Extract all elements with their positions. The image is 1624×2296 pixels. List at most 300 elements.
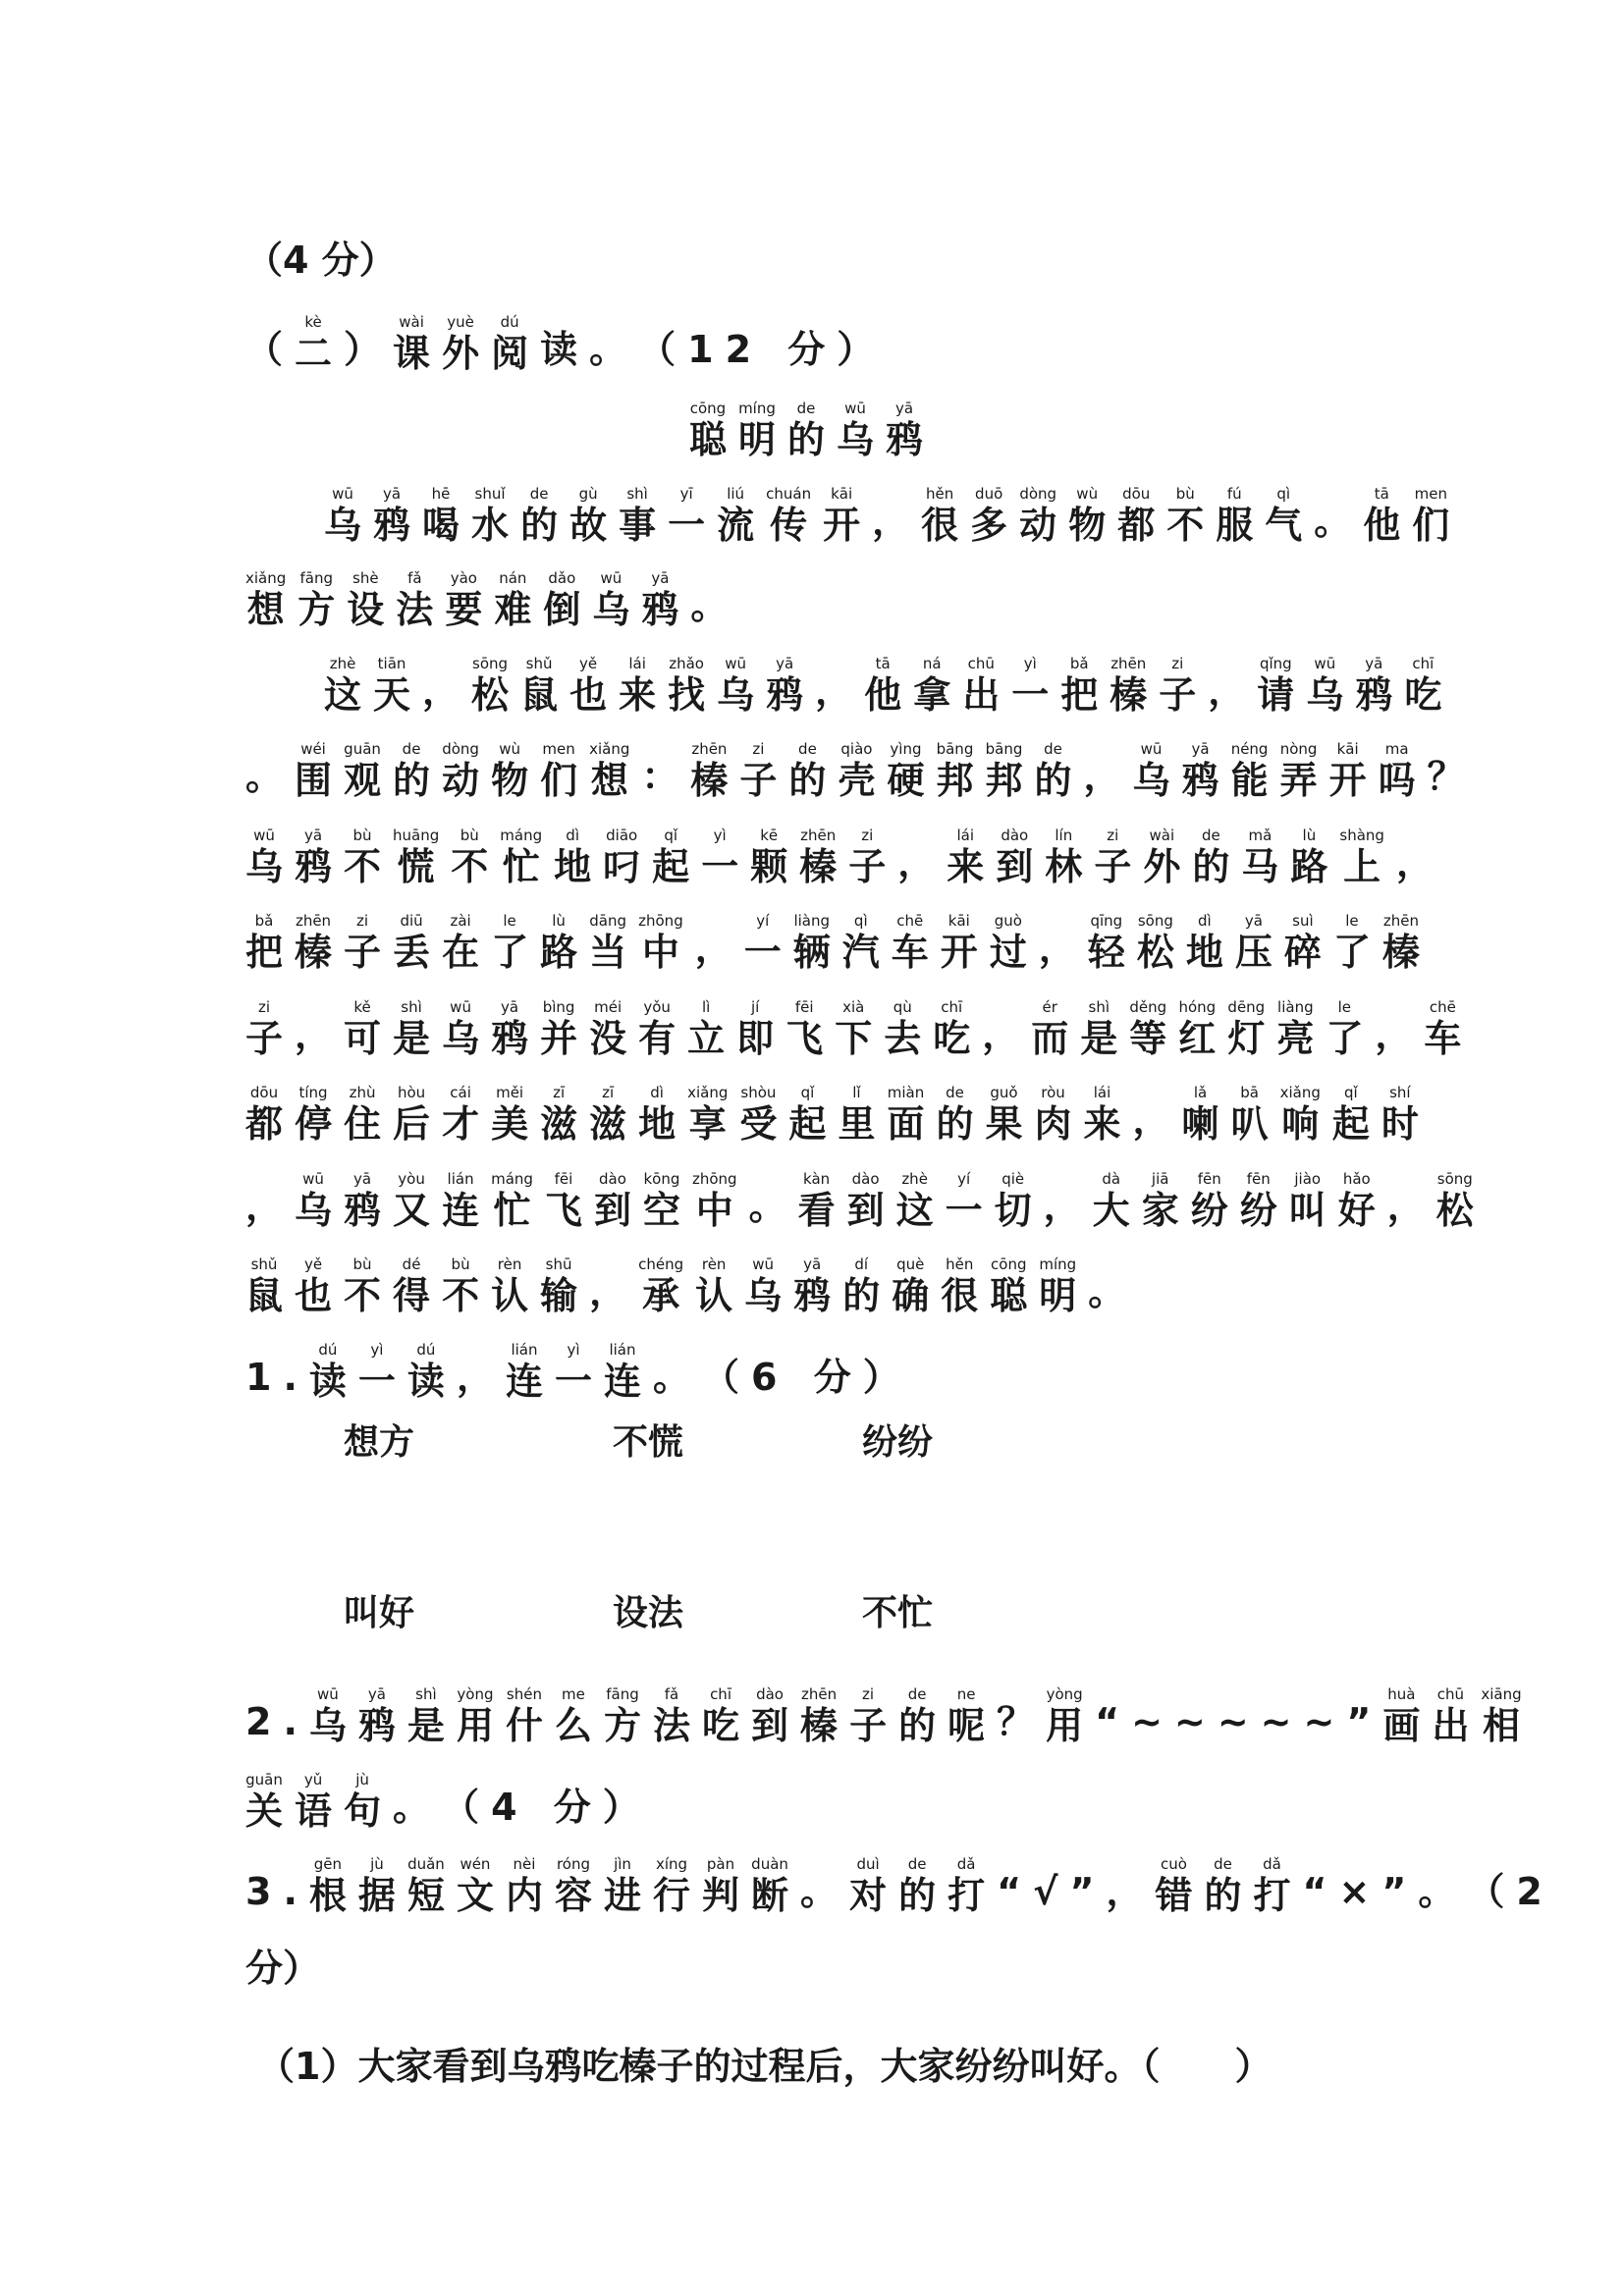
hanzi-with-pinyin: yìng 硬 — [887, 740, 925, 802]
hanzi-with-pinyin: nán 难 — [494, 569, 532, 631]
pinyin: tā — [1374, 485, 1389, 503]
pinyin: fāng — [606, 1685, 639, 1703]
pinyin: néng — [1230, 740, 1269, 758]
punctuation: 2 — [725, 328, 752, 371]
hanzi-with-pinyin: dì 地 — [554, 827, 592, 888]
hanzi-with-pinyin: fēi 飞 — [785, 998, 824, 1060]
punctuation: （ — [245, 328, 284, 371]
pinyin: qǐ — [664, 827, 678, 844]
pinyin: lǎ — [1193, 1084, 1208, 1101]
punctuation: ， — [456, 1356, 494, 1399]
pinyin: duǎn — [407, 1855, 445, 1873]
punctuation: ， — [815, 669, 853, 713]
hanzi-with-pinyin: dǎo 倒 — [543, 569, 581, 631]
hanzi-with-pinyin: zi 子 — [344, 912, 382, 974]
pinyin: shì — [401, 998, 422, 1016]
hanzi-with-pinyin: zhēn 榛 — [800, 1685, 839, 1747]
hanzi-with-pinyin: dāng 当 — [589, 912, 627, 974]
hanzi-with-pinyin: le 了 — [1326, 998, 1364, 1060]
pinyin: jù — [370, 1855, 384, 1873]
hanzi-with-pinyin: yě 也 — [295, 1255, 333, 1317]
pinyin: dòng — [442, 740, 479, 758]
pinyin: yā — [1244, 912, 1263, 930]
hanzi-with-pinyin: wū 乌 — [1132, 740, 1170, 802]
pinyin: le — [1345, 912, 1359, 930]
pinyin: ma — [1384, 740, 1409, 758]
hanzi-with-pinyin: zī 滋 — [540, 1084, 578, 1146]
pinyin: dú — [500, 313, 519, 331]
punctuation: ， — [982, 1013, 1020, 1056]
pinyin: kè — [304, 313, 322, 331]
pinyin: fú — [1226, 485, 1242, 503]
pinyin: de — [1044, 740, 1062, 758]
pinyin: cái — [450, 1084, 471, 1101]
hanzi-with-pinyin: zī 滋 — [589, 1084, 627, 1146]
punctuation: 2 — [245, 1700, 272, 1743]
hanzi-with-pinyin: 分 — [787, 328, 826, 371]
hanzi-with-pinyin: fāng 方 — [298, 569, 336, 631]
punctuation: ， — [1375, 1013, 1413, 1056]
hanzi-with-pinyin: chī 吃 — [933, 998, 971, 1060]
pinyin: zhēn — [295, 912, 332, 930]
punctuation: ） — [344, 328, 382, 371]
pinyin: bù — [352, 1255, 372, 1273]
hanzi-with-pinyin: zi 子 — [849, 1685, 888, 1747]
hanzi-with-pinyin: yì 一 — [1011, 655, 1050, 717]
punctuation: ， — [1386, 1185, 1425, 1228]
pinyin: zhè — [329, 655, 356, 672]
hanzi-with-pinyin: fǎ 法 — [396, 569, 434, 631]
hanzi-with-pinyin: míng 明 — [737, 400, 776, 461]
hanzi-with-pinyin: chū 出 — [962, 655, 1001, 717]
hanzi-with-pinyin: pàn 判 — [702, 1855, 740, 1917]
punctuation: “ — [997, 1870, 1022, 1913]
pinyin: guǒ — [990, 1084, 1018, 1101]
hanzi-with-pinyin: dí 的 — [842, 1255, 881, 1317]
pinyin: de — [1214, 1855, 1232, 1873]
pinyin: wài — [399, 313, 424, 331]
hanzi-with-pinyin: dào 到 — [751, 1685, 789, 1747]
hanzi-with-pinyin: dú 读 — [308, 1341, 347, 1403]
pinyin: chī — [1412, 655, 1435, 672]
hanzi-with-pinyin: shǔ 鼠 — [520, 655, 559, 717]
hanzi-with-pinyin: yì 一 — [554, 1341, 592, 1403]
hanzi-with-pinyin: chī 吃 — [1404, 655, 1442, 717]
pinyin: de — [946, 1084, 964, 1101]
punctuation: ， — [1208, 669, 1246, 713]
pinyin: yā — [501, 998, 519, 1016]
pinyin: wū — [450, 998, 471, 1016]
hanzi-with-pinyin: shòu 受 — [739, 1084, 778, 1146]
pinyin: yí — [756, 912, 770, 930]
pinyin: qiào — [840, 740, 873, 758]
pinyin: děng — [1129, 998, 1167, 1016]
pinyin: shí — [1389, 1084, 1411, 1101]
hanzi-with-pinyin: yě 也 — [569, 655, 608, 717]
hanzi-with-pinyin: dì 地 — [1185, 912, 1223, 974]
pinyin: jìn — [614, 1855, 631, 1873]
pinyin: de — [907, 1855, 927, 1873]
punctuation: ， — [1395, 841, 1434, 884]
text-line — [0, 376, 1624, 462]
hanzi-with-pinyin: yì 一 — [357, 1341, 396, 1403]
hanzi-with-pinyin: bǎ 把 — [245, 912, 284, 974]
hanzi-with-pinyin: wū 乌 — [308, 1685, 347, 1747]
pinyin: zhè — [901, 1170, 928, 1188]
matching-word[interactable]: 叫好 — [344, 1593, 415, 1633]
hanzi-with-pinyin: yǔ 语 — [295, 1771, 333, 1833]
pinyin: zhēn — [1110, 655, 1147, 672]
punctuation: ， — [1038, 927, 1076, 970]
text-line — [324, 631, 1453, 718]
hanzi-with-pinyin: zhēn 榛 — [295, 912, 333, 974]
hanzi-with-pinyin: shàng 上 — [1339, 827, 1384, 888]
pinyin: zhōng — [638, 912, 683, 930]
hanzi-with-pinyin: zài 在 — [442, 912, 480, 974]
hanzi-with-pinyin: bāng 邦 — [985, 740, 1023, 802]
pinyin: nán — [499, 569, 527, 587]
pinyin: dì — [650, 1084, 664, 1101]
pinyin: yā — [382, 485, 402, 503]
hanzi-with-pinyin: diāo 叼 — [603, 827, 641, 888]
hanzi-with-pinyin: yā 压 — [1234, 912, 1272, 974]
hanzi-with-pinyin: wài 课 — [393, 313, 431, 375]
hanzi-with-pinyin: jìn 进 — [603, 1855, 641, 1917]
hanzi-with-pinyin: lǎ 喇 — [1181, 1084, 1219, 1146]
hanzi-with-pinyin: qù 去 — [884, 998, 922, 1060]
hanzi-with-pinyin: dào 到 — [593, 1170, 631, 1232]
pinyin: lián — [609, 1341, 636, 1359]
hanzi-with-pinyin: qì 气 — [1265, 485, 1303, 547]
hanzi-with-pinyin: cōng 聪 — [688, 400, 727, 461]
punctuation — [529, 1767, 542, 1830]
pinyin: nèi — [513, 1855, 536, 1873]
hanzi-with-pinyin: rèn 认 — [491, 1255, 529, 1317]
hanzi-with-pinyin: me 么 — [554, 1685, 592, 1747]
pinyin: hòu — [397, 1084, 426, 1101]
hanzi-with-pinyin: měi 美 — [491, 1084, 529, 1146]
punctuation: 6 — [751, 1356, 778, 1399]
punctuation: ？ — [997, 1700, 1035, 1743]
pinyin: měi — [496, 1084, 524, 1101]
pinyin: qù — [893, 998, 912, 1016]
hanzi-with-pinyin: zhù 住 — [344, 1084, 382, 1146]
pinyin: qì — [853, 912, 868, 930]
pinyin: hóng — [1178, 998, 1217, 1016]
pinyin: zi — [862, 1685, 875, 1703]
hanzi-with-pinyin: nèi 内 — [505, 1855, 543, 1917]
pinyin: pàn — [706, 1855, 735, 1873]
hanzi-with-pinyin: bìng 并 — [540, 998, 578, 1060]
text-line — [245, 717, 1477, 803]
pinyin: yā — [776, 655, 794, 672]
hanzi-with-pinyin: dōu 都 — [1117, 485, 1156, 547]
hanzi-with-pinyin: cái 才 — [442, 1084, 480, 1146]
hanzi-with-pinyin: dòng 动 — [1019, 485, 1057, 547]
pinyin: dú — [416, 1341, 436, 1359]
punctuation — [763, 309, 776, 372]
pinyin: zī — [602, 1084, 615, 1101]
pinyin: yí — [957, 1170, 971, 1188]
hanzi-with-pinyin: guān 观 — [344, 740, 382, 802]
hanzi-with-pinyin: lù 路 — [540, 912, 578, 974]
hanzi-with-pinyin: gù 故 — [569, 485, 608, 547]
hanzi-with-pinyin: fú 服 — [1216, 485, 1254, 547]
pinyin: dào — [756, 1685, 784, 1703]
text-line — [245, 1662, 1534, 1748]
hanzi-with-pinyin: zhè 这 — [324, 655, 362, 717]
punctuation: （ — [442, 1786, 480, 1829]
hanzi-with-pinyin: le 了 — [491, 912, 529, 974]
pinyin: wén — [460, 1855, 491, 1873]
pinyin: wū — [253, 827, 275, 844]
hanzi-with-pinyin: shí 时 — [1380, 1084, 1419, 1146]
matching-word[interactable]: 设法 — [613, 1593, 684, 1633]
punctuation: 1 — [245, 1356, 272, 1399]
pinyin: zhǎo — [669, 655, 704, 672]
pinyin: dōu — [1122, 485, 1151, 503]
pinyin: lián — [511, 1341, 538, 1359]
hanzi-with-pinyin: ròu 肉 — [1034, 1084, 1072, 1146]
pinyin: zi — [1171, 655, 1184, 672]
punctuation: “ — [1302, 1870, 1327, 1913]
punctuation — [788, 1337, 801, 1400]
hanzi-with-pinyin: kāi 开 — [940, 912, 978, 974]
pinyin: lián — [447, 1170, 474, 1188]
pinyin: yì — [567, 1341, 580, 1359]
hanzi-with-pinyin: děng 等 — [1129, 998, 1167, 1060]
punctuation: 3 — [245, 1870, 272, 1913]
pinyin: wū — [332, 485, 353, 503]
hanzi-with-pinyin: 分 — [813, 1356, 851, 1399]
hanzi-with-pinyin: de 的 — [1192, 827, 1230, 888]
pinyin: dà — [1102, 1170, 1121, 1188]
hanzi-with-pinyin: wū 乌 — [245, 827, 284, 888]
pinyin: bù — [352, 827, 372, 844]
hanzi-with-pinyin: ne 呢 — [947, 1685, 986, 1747]
pinyin: yā — [1365, 655, 1383, 672]
punctuation: ~ — [1217, 1700, 1249, 1743]
pinyin: me — [562, 1685, 585, 1703]
matching-word[interactable]: 不忙 — [862, 1593, 934, 1633]
punctuation: ， — [422, 669, 460, 713]
text-line — [245, 1317, 912, 1404]
pinyin: yā — [1191, 740, 1210, 758]
pinyin: fāng — [299, 569, 334, 587]
pinyin: wéi — [300, 740, 326, 758]
hanzi-with-pinyin: shì 是 — [1080, 998, 1118, 1060]
hanzi-with-pinyin: wéi 围 — [295, 740, 333, 802]
hanzi-with-pinyin: lián 连 — [603, 1341, 641, 1403]
pinyin: xià — [842, 998, 865, 1016]
pinyin: ná — [922, 655, 942, 672]
hanzi-with-pinyin: dé 得 — [393, 1255, 431, 1317]
hanzi-with-pinyin: jù 句 — [344, 1771, 382, 1833]
text-line — [324, 461, 1461, 548]
punctuation: 。 — [690, 584, 729, 627]
hanzi-with-pinyin: zhōng 中 — [638, 912, 683, 974]
pinyin: máng — [500, 827, 543, 844]
pinyin: qì — [1276, 485, 1291, 503]
hanzi-with-pinyin: cuò 错 — [1155, 1855, 1193, 1917]
hanzi-with-pinyin: róng 容 — [554, 1855, 592, 1917]
pinyin: què — [896, 1255, 925, 1273]
pinyin: dú — [318, 1341, 338, 1359]
hanzi-with-pinyin: shè 设 — [347, 569, 385, 631]
matching-word[interactable]: 纷纷 — [862, 1422, 934, 1463]
hanzi-with-pinyin: bā 叭 — [1230, 1084, 1269, 1146]
pinyin: míng — [1039, 1255, 1077, 1273]
hanzi-with-pinyin: shì 是 — [393, 998, 431, 1060]
pinyin: yòu — [398, 1170, 425, 1188]
line-text: （4 分） — [245, 239, 397, 282]
matching-word[interactable]: 想方 — [344, 1422, 415, 1463]
hanzi-with-pinyin: jiā 家 — [1141, 1170, 1179, 1232]
pinyin: kāi — [831, 485, 853, 503]
pinyin: xiǎng — [245, 569, 287, 587]
hanzi-with-pinyin: hěn 很 — [941, 1255, 979, 1317]
punctuation: 。 — [653, 1356, 691, 1399]
hanzi-with-pinyin: yā 鸦 — [357, 1685, 396, 1747]
pinyin: zi — [356, 912, 369, 930]
hanzi-with-pinyin: fāng 方 — [603, 1685, 641, 1747]
hanzi-with-pinyin: kōng 空 — [642, 1170, 680, 1232]
pinyin: gù — [578, 485, 598, 503]
hanzi-with-pinyin: qǐ 起 — [788, 1084, 827, 1146]
hanzi-with-pinyin: kàn 看 — [797, 1170, 836, 1232]
punctuation: （ — [1467, 1870, 1505, 1913]
text-line — [245, 290, 886, 376]
hanzi-with-pinyin: liàng 亮 — [1276, 998, 1315, 1060]
punctuation: ， — [589, 1270, 627, 1313]
pinyin: yā — [803, 1255, 822, 1273]
pinyin: qǐng — [1259, 655, 1292, 672]
pinyin: shì — [415, 1685, 437, 1703]
hanzi-with-pinyin: zi 子 — [848, 827, 887, 888]
hanzi-with-pinyin: lái 来 — [619, 655, 657, 717]
pinyin: yě — [303, 1255, 323, 1273]
pinyin: wū — [1140, 740, 1163, 758]
matching-word[interactable]: 不慌 — [613, 1422, 684, 1463]
hanzi-with-pinyin: kè 二 — [295, 313, 333, 375]
hanzi-with-pinyin: tiān 天 — [373, 655, 411, 717]
pinyin: wū — [752, 1255, 775, 1273]
pinyin: yuè — [447, 313, 474, 331]
hanzi-with-pinyin: lián 连 — [442, 1170, 480, 1232]
hanzi-with-pinyin: yòu 又 — [393, 1170, 431, 1232]
pinyin: xiǎng — [1279, 1084, 1321, 1101]
pinyin: de — [529, 485, 549, 503]
pinyin: zhēn — [800, 827, 837, 844]
hanzi-with-pinyin: wū 乌 — [442, 998, 480, 1060]
hanzi-with-pinyin: chē 车 — [891, 912, 929, 974]
pinyin: wū — [317, 1685, 339, 1703]
pinyin: sōng — [472, 655, 509, 672]
hanzi-with-pinyin: ná 拿 — [913, 655, 951, 717]
hanzi-with-pinyin: ér 而 — [1031, 998, 1069, 1060]
text-line — [245, 1147, 1486, 1233]
line-text: （1）大家看到乌鸦吃榛子的过程后，大家纷纷叫好。（ ） — [257, 2045, 1272, 2088]
hanzi-with-pinyin: nòng 弄 — [1279, 740, 1318, 802]
hanzi-with-pinyin: míng 明 — [1039, 1255, 1077, 1317]
pinyin: kē — [760, 827, 779, 844]
pinyin: qiè — [1001, 1170, 1025, 1188]
pinyin: méi — [594, 998, 623, 1016]
text-line — [245, 803, 1445, 889]
pinyin: guān — [245, 1771, 283, 1789]
punctuation: 。 — [1314, 500, 1352, 543]
pinyin: dēng — [1227, 998, 1266, 1016]
hanzi-with-pinyin: dú 阅 — [491, 313, 529, 375]
hanzi-with-pinyin: yào 要 — [445, 569, 483, 631]
hanzi-with-pinyin: dòng 动 — [442, 740, 480, 802]
pinyin: huà — [1387, 1685, 1416, 1703]
punctuation: ， — [897, 841, 936, 884]
hanzi-with-pinyin: wū 乌 — [295, 1170, 333, 1232]
hanzi-with-pinyin: shén 什 — [505, 1685, 543, 1747]
pinyin: de — [402, 740, 421, 758]
pinyin: chī — [710, 1685, 731, 1703]
text-line — [245, 546, 739, 632]
pinyin: dǎo — [548, 569, 576, 587]
punctuation: ， — [872, 500, 910, 543]
pinyin: zi — [861, 827, 874, 844]
pinyin: shuǐ — [474, 485, 506, 503]
hanzi-with-pinyin: yā 鸦 — [641, 569, 679, 631]
pinyin: jù — [355, 1771, 369, 1789]
pinyin: bù — [1175, 485, 1195, 503]
pinyin: fēn — [1246, 1170, 1271, 1188]
pinyin: nòng — [1279, 740, 1318, 758]
punctuation: 。 — [1088, 1270, 1126, 1313]
hanzi-with-pinyin: néng 能 — [1230, 740, 1269, 802]
pinyin: yòng — [1046, 1685, 1083, 1703]
pinyin: tā — [875, 655, 891, 672]
punctuation: 。 — [393, 1786, 431, 1829]
hanzi-with-pinyin: lián 连 — [505, 1341, 543, 1403]
pinyin: dǎ — [1263, 1855, 1281, 1873]
pinyin: lái — [1093, 1084, 1111, 1101]
hanzi-with-pinyin: 分 — [553, 1786, 591, 1829]
pinyin: wū — [844, 400, 866, 417]
hanzi-with-pinyin: hǎo 好 — [1337, 1170, 1376, 1232]
text-line — [245, 1926, 320, 1993]
line-text: 分） — [245, 1947, 321, 1990]
pinyin: dì — [566, 827, 579, 844]
pinyin: xiāng — [1481, 1685, 1522, 1703]
punctuation: ~ — [1131, 1700, 1163, 1743]
hanzi-with-pinyin: shuǐ 水 — [471, 485, 510, 547]
hanzi-with-pinyin: de 的 — [788, 740, 827, 802]
pinyin: qǐ — [1344, 1084, 1358, 1101]
hanzi-with-pinyin: men 们 — [540, 740, 578, 802]
hanzi-with-pinyin: bù 不 — [451, 827, 489, 888]
hanzi-with-pinyin: qǐ 起 — [1331, 1084, 1370, 1146]
hanzi-with-pinyin: hòu 后 — [393, 1084, 431, 1146]
pinyin: huāng — [393, 827, 440, 844]
pinyin: guò — [994, 912, 1022, 930]
pinyin: shǔ — [525, 655, 553, 672]
hanzi-with-pinyin: xiǎng 享 — [687, 1084, 729, 1146]
hanzi-with-pinyin: yā 鸦 — [373, 485, 411, 547]
hanzi-with-pinyin: dà 大 — [1092, 1170, 1130, 1232]
hanzi-with-pinyin: ma 吗 — [1378, 740, 1416, 802]
hanzi-with-pinyin: dào 到 — [846, 1170, 885, 1232]
hanzi-with-pinyin: liú 流 — [717, 485, 755, 547]
hanzi-with-pinyin: méi 没 — [589, 998, 627, 1060]
pinyin: shì — [626, 485, 648, 503]
hanzi-with-pinyin: dú 读 — [406, 1341, 445, 1403]
